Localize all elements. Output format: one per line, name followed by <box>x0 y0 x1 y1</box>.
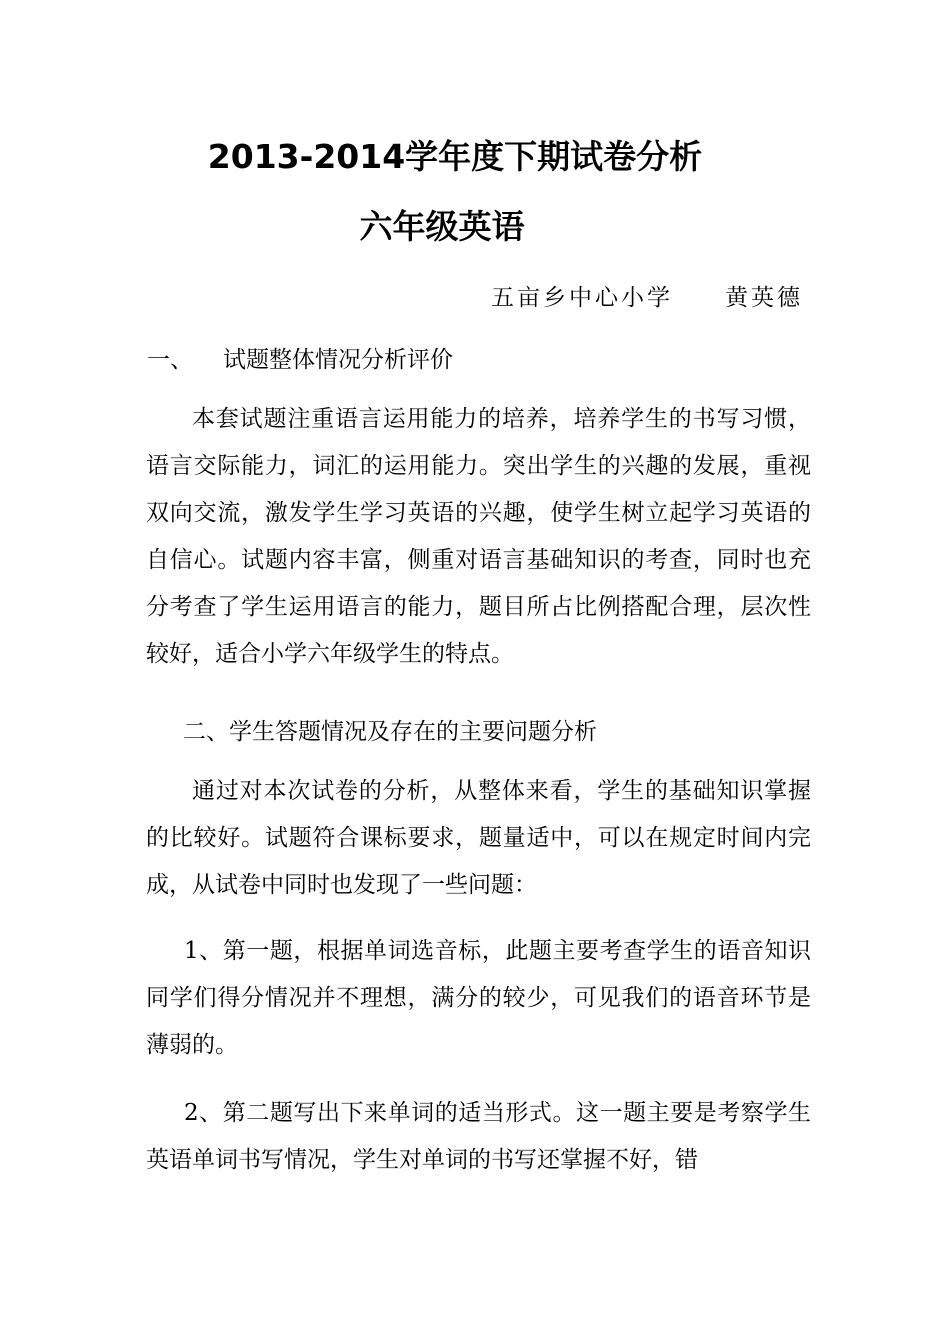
document-subtitle: 六年级英语 <box>359 207 525 246</box>
section1-heading <box>147 341 453 374</box>
section2-intro: 通过对本次试卷的分析，从整体来看，学生的基础知识掌握的比较好。试题符合课标要求，题量适中，可以在规定时间内完成，从试卷中同时也发现了一些问题： <box>146 778 811 898</box>
section1-number: 一、 <box>147 347 193 373</box>
section2-item-1: 1、第一题，根据单词选音标，此题主要考查学生的语音知识同学们得分情况并不理想，满分的较少，可见我们的语音环节是薄弱的。 <box>146 938 811 1058</box>
author-line <box>491 279 803 312</box>
section2-item-2: 2、第二题写出下来单词的适当形式。这一题主要是考察学生英语单词书写情况，学生对单词的书写还掌握不好，错 <box>146 1100 811 1173</box>
section1-paragraph: 本套试题注重语言运用能力的培养，培养学生的书写习惯，语言交际能力，词汇的运用能力。突出学生的兴趣的发展，重视双向交流，激发学生学习英语的兴趣，使学生树立起学习英语的自信心。试题内容丰富，侧重对语言基础知识的考查，同时也充分考查了学生运用语言的能力，题目所占比例搭配合理，层次性较好，适合小学六年级学生的特点。 <box>146 406 811 667</box>
document-title: 2013-2014学年度下期试卷分析 <box>207 137 703 176</box>
section1-heading-text: 试题整体情况分析评价 <box>223 347 453 373</box>
author-name: 黄英德 <box>725 285 803 311</box>
section2-heading: 二、学生答题情况及存在的主要问题分析 <box>183 719 597 745</box>
author-school: 五亩乡中心小学 <box>491 285 673 311</box>
